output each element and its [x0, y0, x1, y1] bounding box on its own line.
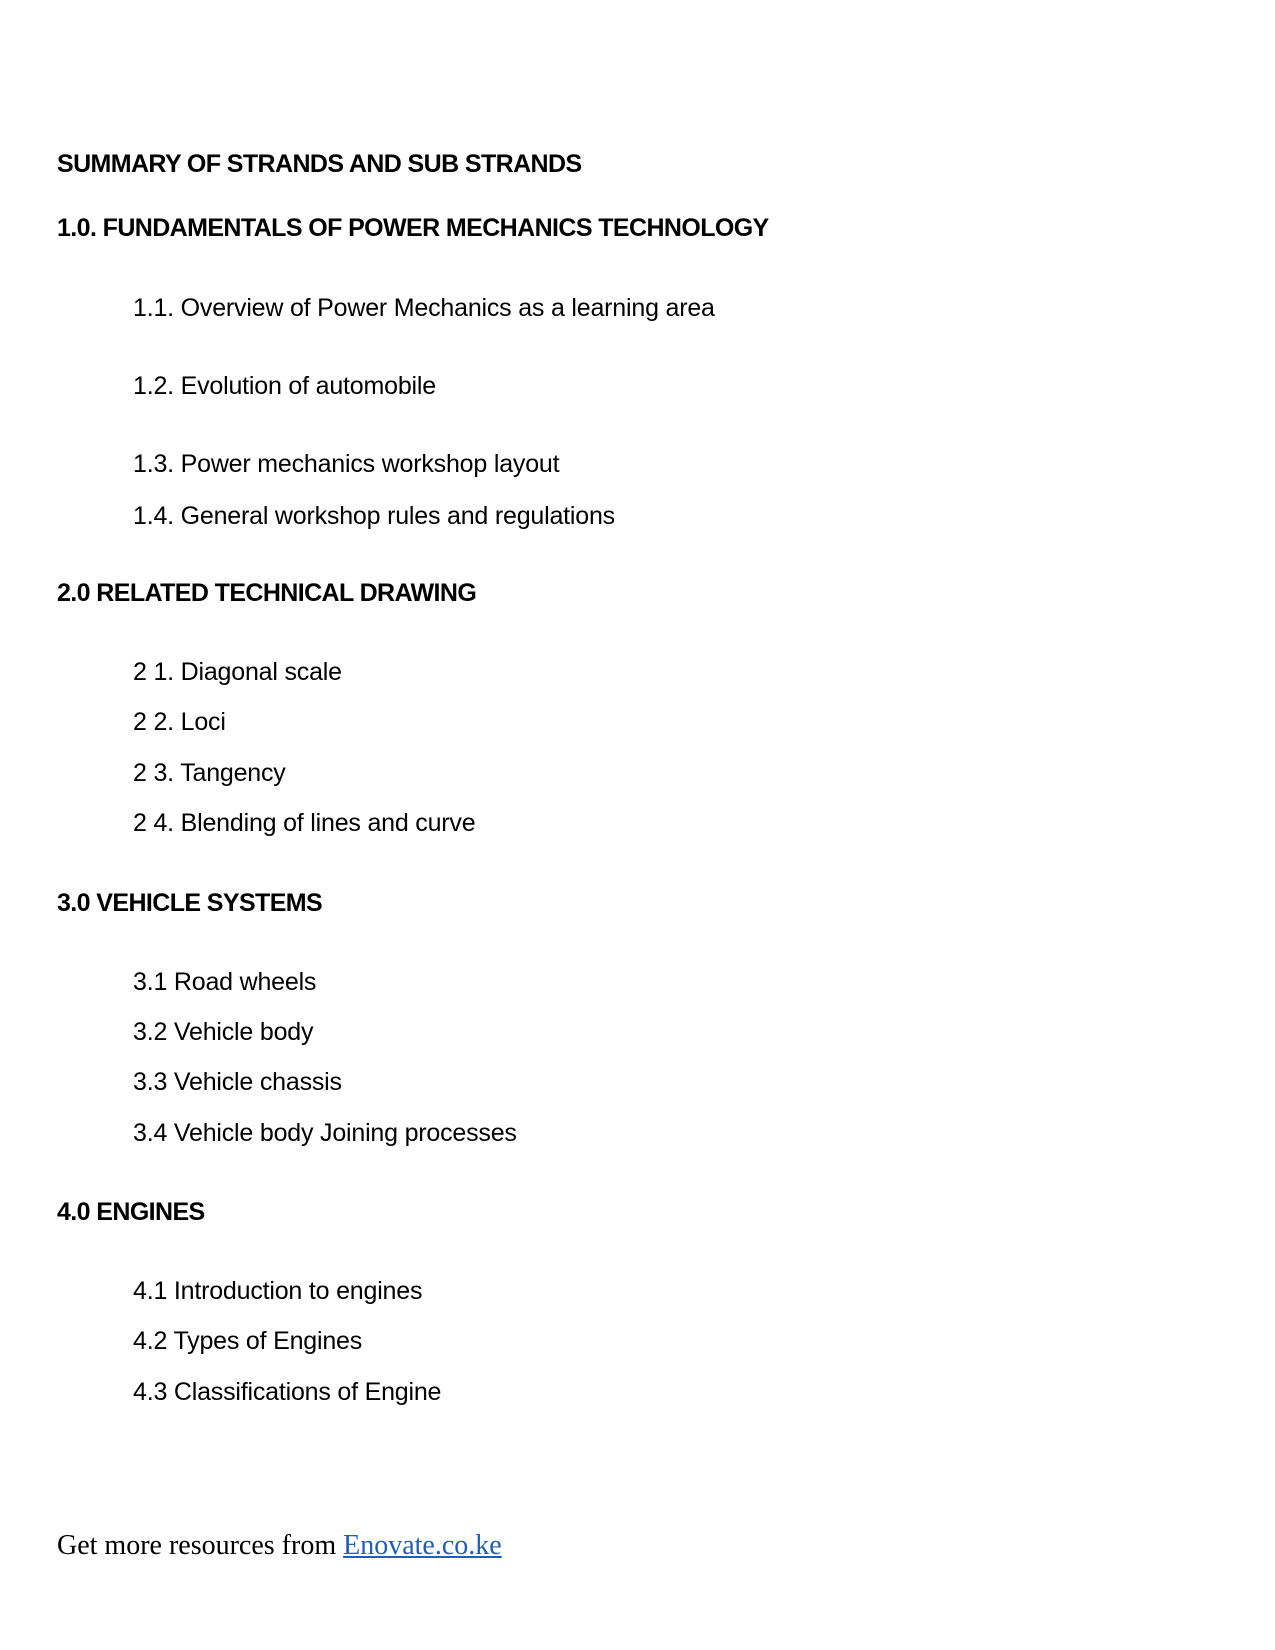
sub-strand-3-3: 3.3 Vehicle chassis: [133, 1068, 342, 1096]
sub-strand-2-1: 2 1. Diagonal scale: [133, 658, 342, 686]
sub-strand-1-4: 1.4. General workshop rules and regulations: [133, 502, 615, 530]
footer: [57, 1530, 502, 1562]
sub-strand-1-3: 1.3. Power mechanics workshop layout: [133, 450, 560, 478]
sub-strand-3-1: 3.1 Road wheels: [133, 968, 317, 996]
sub-strand-1-2: 1.2. Evolution of automobile: [133, 372, 436, 400]
strand-heading-1: 1.0. FUNDAMENTALS OF POWER MECHANICS TECHNOLOGY: [57, 214, 769, 242]
document-title: SUMMARY OF STRANDS AND SUB STRANDS: [57, 150, 582, 178]
sub-strand-3-4: 3.4 Vehicle body Joining processes: [133, 1119, 517, 1147]
sub-strand-2-2: 2 2. Loci: [133, 708, 226, 736]
sub-strand-1-1: 1.1. Overview of Power Mechanics as a learning area: [133, 294, 715, 322]
resources-link[interactable]: Enovate.co.ke: [343, 1530, 502, 1561]
footer-text: Get more resources from: [57, 1530, 344, 1561]
strand-heading-2: 2.0 RELATED TECHNICAL DRAWING: [57, 579, 477, 607]
sub-strand-2-3: 2 3. Tangency: [133, 759, 286, 787]
sub-strand-4-3: 4.3 Classifications of Engine: [133, 1378, 442, 1406]
sub-strand-4-2: 4.2 Types of Engines: [133, 1327, 363, 1355]
strand-heading-4: 4.0 ENGINES: [57, 1198, 205, 1226]
sub-strand-4-1: 4.1 Introduction to engines: [133, 1277, 423, 1305]
sub-strand-2-4: 2 4. Blending of lines and curve: [133, 809, 476, 837]
sub-strand-3-2: 3.2 Vehicle body: [133, 1018, 314, 1046]
strand-heading-3: 3.0 VEHICLE SYSTEMS: [57, 889, 323, 917]
